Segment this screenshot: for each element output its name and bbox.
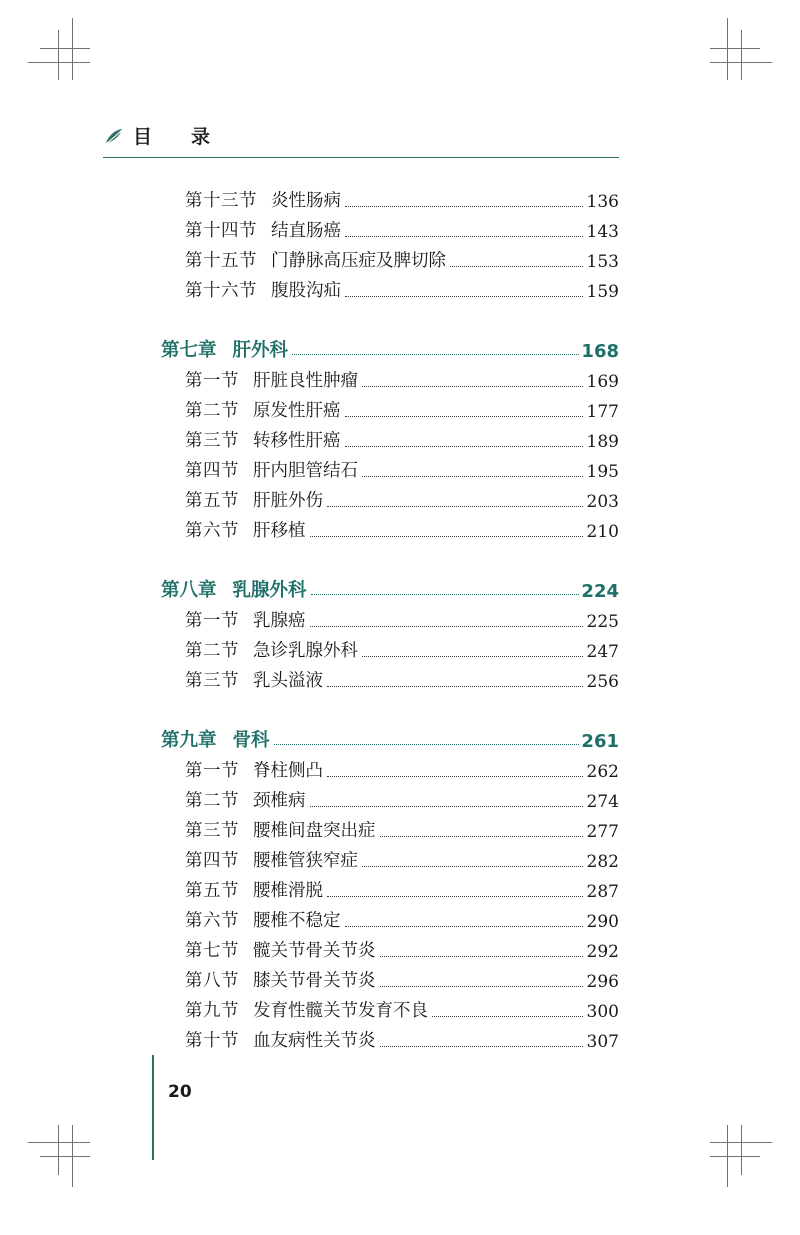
toc-section-label: 第十四节 [185, 220, 257, 240]
dot-leader [380, 834, 584, 837]
toc-section-label: 第三节 [185, 820, 239, 840]
toc-section-row[interactable] [103, 482, 619, 512]
toc-section-page: 282 [586, 852, 619, 872]
leaf-mark-icon [103, 126, 125, 148]
toc-section-page: 262 [586, 762, 619, 782]
toc-section-title: 血友病性关节炎 [253, 1030, 376, 1050]
toc-section-title: 乳头溢液 [253, 670, 323, 690]
dot-leader [380, 984, 584, 987]
toc-chapter-page: 261 [581, 731, 619, 752]
toc-section-label: 第十三节 [185, 190, 257, 210]
toc-section-title: 肝脏外伤 [253, 490, 323, 510]
dot-leader [362, 474, 583, 477]
toc-section-row[interactable] [103, 512, 619, 542]
dot-leader [310, 534, 584, 537]
dot-leader [362, 654, 583, 657]
toc-section-title: 结直肠癌 [271, 220, 341, 240]
toc-section-title: 颈椎病 [253, 790, 306, 810]
toc-chapter-title: 骨科 [232, 730, 270, 751]
dot-leader [310, 624, 584, 627]
toc-section-page: 210 [586, 522, 619, 542]
toc-section-row[interactable] [103, 752, 619, 782]
toc-section-page: 300 [586, 1002, 619, 1022]
toc-section-row[interactable] [103, 1022, 619, 1052]
toc-section-label: 第一节 [185, 760, 239, 780]
toc-section-row[interactable] [103, 272, 619, 302]
toc-section-label: 第四节 [185, 850, 239, 870]
toc-section-row[interactable] [103, 782, 619, 812]
toc-section-page: 169 [586, 372, 619, 392]
toc-section-title: 炎性肠病 [271, 190, 341, 210]
toc-section-page: 143 [586, 222, 619, 242]
toc-section-page: 290 [586, 912, 619, 932]
spine-rule [152, 1055, 154, 1160]
toc-section-page: 136 [586, 192, 619, 212]
toc-section-label: 第八节 [185, 970, 239, 990]
toc-section-page: 292 [586, 942, 619, 962]
toc-section-row[interactable] [103, 212, 619, 242]
toc-section-row[interactable] [103, 932, 619, 962]
toc-section-page: 195 [586, 462, 619, 482]
dot-leader [345, 204, 583, 207]
dot-leader [274, 742, 580, 745]
toc-section-row[interactable] [103, 602, 619, 632]
crop-mark-top-right [710, 18, 772, 80]
toc-section-label: 第四节 [185, 460, 239, 480]
toc-section-title: 肝脏良性肿瘤 [253, 370, 358, 390]
toc-chapter-page: 224 [581, 581, 619, 602]
toc-section-title: 髋关节骨关节炎 [253, 940, 376, 960]
toc-section-label: 第九节 [185, 1000, 239, 1020]
toc-section-title: 肝移植 [253, 520, 306, 540]
toc-section-page: 153 [586, 252, 619, 272]
toc-group [103, 558, 619, 692]
dot-leader [327, 504, 583, 507]
toc-section-row[interactable] [103, 182, 619, 212]
toc-section-page: 247 [586, 642, 619, 662]
dot-leader [345, 294, 583, 297]
toc-section-title: 原发性肝癌 [253, 400, 341, 420]
toc-section-title: 急诊乳腺外科 [253, 640, 358, 660]
toc-section-row[interactable] [103, 902, 619, 932]
header-rule [103, 157, 619, 158]
toc-section-title: 腹股沟疝 [271, 280, 341, 300]
toc-section-page: 177 [586, 402, 619, 422]
toc-section-page: 203 [586, 492, 619, 512]
toc-section-title: 脊柱侧凸 [253, 760, 323, 780]
toc-section-title: 腰椎间盘突出症 [253, 820, 376, 840]
toc-chapter-label: 第七章 [161, 340, 217, 361]
toc-section-label: 第十节 [185, 1030, 239, 1050]
toc-chapter-title: 乳腺外科 [232, 580, 307, 601]
dot-leader [345, 414, 584, 417]
toc-section-label: 第五节 [185, 880, 239, 900]
crop-mark-bottom-left [28, 1125, 90, 1187]
toc-section-row[interactable] [103, 392, 619, 422]
toc-section-row[interactable] [103, 872, 619, 902]
toc-section-label: 第六节 [185, 520, 239, 540]
toc-section-label: 第六节 [185, 910, 239, 930]
crop-mark-bottom-right [710, 1125, 772, 1187]
toc-chapter-row[interactable] [103, 318, 619, 362]
dot-leader [345, 924, 584, 927]
dot-leader [362, 864, 583, 867]
toc-section-title: 乳腺癌 [253, 610, 306, 630]
toc-section-label: 第十五节 [185, 250, 257, 270]
toc-section-label: 第七节 [185, 940, 239, 960]
dot-leader [345, 234, 583, 237]
dot-leader [345, 444, 584, 447]
toc-section-page: 189 [586, 432, 619, 452]
toc-section-row[interactable] [103, 842, 619, 872]
toc-section-label: 第十六节 [185, 280, 257, 300]
running-head [103, 122, 619, 164]
toc-section-title: 腰椎管狭窄症 [253, 850, 358, 870]
toc-chapter-label: 第九章 [161, 730, 217, 751]
toc-section-page: 287 [586, 882, 619, 902]
toc-section-label: 第三节 [185, 670, 239, 690]
toc-section-row[interactable] [103, 362, 619, 392]
toc-section-label: 第一节 [185, 370, 239, 390]
dot-leader [327, 684, 583, 687]
toc-chapter-row[interactable] [103, 708, 619, 752]
toc-chapter-title: 肝外科 [232, 340, 289, 361]
dot-leader [311, 592, 580, 595]
dot-leader [380, 1044, 584, 1047]
dot-leader [292, 352, 579, 355]
toc-group [103, 182, 619, 302]
toc-chapter-label: 第八章 [161, 580, 217, 601]
toc-section-label: 第二节 [185, 790, 239, 810]
toc-section-title: 腰椎滑脱 [253, 880, 323, 900]
toc-section-page: 159 [586, 282, 619, 302]
dot-leader [380, 954, 584, 957]
toc-section-title: 腰椎不稳定 [253, 910, 341, 930]
dot-leader [432, 1014, 583, 1017]
toc-section-title: 膝关节骨关节炎 [253, 970, 376, 990]
page-number: 20 [168, 1082, 192, 1102]
toc-group [103, 708, 619, 1052]
toc-section-row[interactable] [103, 962, 619, 992]
toc-section-label: 第二节 [185, 400, 239, 420]
toc-section-label: 第三节 [185, 430, 239, 450]
toc-section-page: 296 [586, 972, 619, 992]
dot-leader [327, 894, 583, 897]
toc-section-row[interactable] [103, 452, 619, 482]
toc-section-label: 第二节 [185, 640, 239, 660]
dot-leader [310, 804, 584, 807]
table-of-contents [103, 182, 619, 1052]
toc-section-row[interactable] [103, 812, 619, 842]
crop-mark-top-left [28, 18, 90, 80]
toc-section-label: 第一节 [185, 610, 239, 630]
toc-section-label: 第五节 [185, 490, 239, 510]
toc-section-title: 发育性髋关节发育不良 [253, 1000, 428, 1020]
toc-section-title: 肝内胆管结石 [253, 460, 358, 480]
toc-section-title: 转移性肝癌 [253, 430, 341, 450]
toc-section-title: 门静脉高压症及脾切除 [271, 250, 446, 270]
page-title: 目 录 [133, 126, 221, 148]
toc-section-row[interactable] [103, 632, 619, 662]
toc-section-page: 225 [586, 612, 619, 632]
toc-chapter-row[interactable] [103, 558, 619, 602]
dot-leader [327, 774, 583, 777]
toc-section-page: 307 [586, 1032, 619, 1052]
toc-section-row[interactable] [103, 992, 619, 1022]
toc-chapter-page: 168 [581, 341, 619, 362]
toc-group [103, 318, 619, 542]
dot-leader [362, 384, 583, 387]
toc-section-page: 274 [586, 792, 619, 812]
dot-leader [450, 264, 583, 267]
toc-section-row[interactable] [103, 242, 619, 272]
toc-section-page: 277 [586, 822, 619, 842]
toc-section-row[interactable] [103, 662, 619, 692]
toc-section-page: 256 [586, 672, 619, 692]
toc-section-row[interactable] [103, 422, 619, 452]
